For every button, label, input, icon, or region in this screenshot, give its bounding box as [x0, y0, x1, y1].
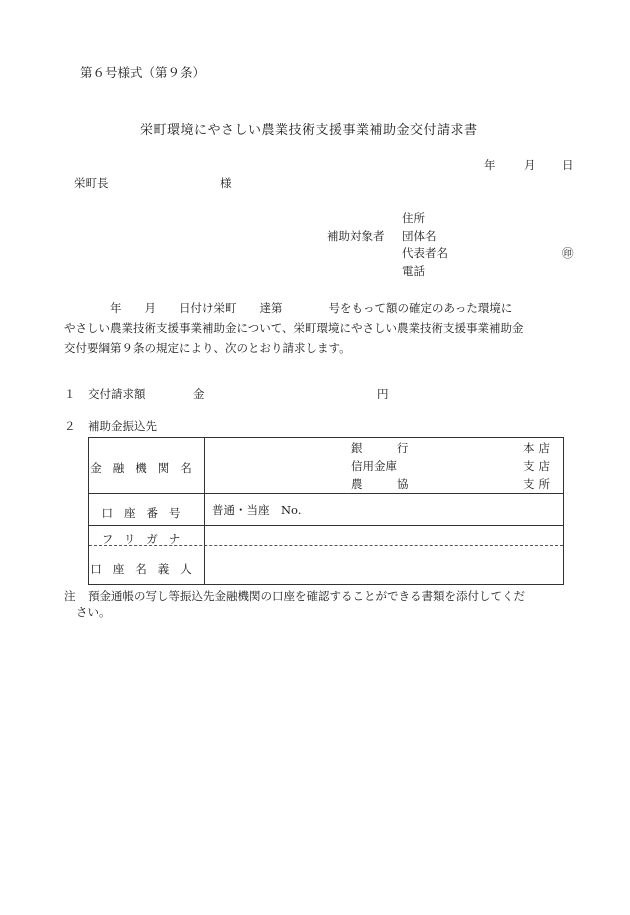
table-dashed-divider — [89, 545, 563, 546]
account-type-field[interactable]: 普通・当座 No. — [212, 503, 302, 517]
paragraph-line: 交付要綱第９条の規定により、次のとおり請求します。 — [64, 341, 351, 355]
item1-unit: 円 — [377, 387, 389, 401]
branch-type-branch: 支店 — [523, 459, 554, 473]
item2-label: 補助金振込先 — [88, 419, 157, 433]
furigana-label: フリガナ — [101, 532, 192, 546]
table-column-divider — [204, 438, 205, 584]
applicant-phone-label: 電話 — [402, 264, 425, 278]
form-number: 第６号様式（第９条） — [80, 65, 206, 80]
item1-number: １ — [64, 387, 76, 401]
branch-type-office: 支所 — [523, 477, 554, 491]
item1-label: 交付請求額 — [88, 387, 146, 401]
note-line-1: 預金通帳の写し等振込先金融機関の口座を確認することができる書類を添付してくだ — [88, 589, 525, 603]
date-year-label: 年 — [484, 158, 496, 172]
applicant-representative-label: 代表者名 — [402, 246, 448, 260]
applicant-label: 補助対象者 — [327, 229, 385, 243]
date-month-label: 月 — [524, 158, 536, 172]
institution-label: 金融機関名 — [90, 461, 203, 475]
account-holder-label: 口座名義人 — [90, 562, 203, 576]
branch-type-main: 本店 — [523, 441, 554, 455]
bank-transfer-table — [88, 437, 564, 585]
bank-type-bank: 銀 行 — [351, 441, 409, 455]
item1-prefix: 金 — [193, 387, 205, 401]
table-row-divider — [89, 493, 563, 494]
account-number-label: 口座番号 — [101, 506, 192, 520]
note-mark: 注 — [64, 589, 76, 603]
paragraph-line: 年 月 日付け栄町 達第 号をもって額の確定のあった環境に — [64, 301, 513, 315]
bank-type-shinkin: 信用金庫 — [351, 459, 397, 473]
addressee-name: 栄町長 — [74, 176, 109, 190]
applicant-group-label: 団体名 — [402, 229, 437, 243]
bank-type-nokyo: 農 協 — [351, 477, 409, 491]
addressee-honorific: 様 — [220, 176, 232, 190]
date-day-label: 日 — [562, 158, 574, 172]
item2-number: ２ — [64, 419, 76, 433]
note-line-2: さい。 — [76, 605, 111, 619]
applicant-address-label: 住所 — [402, 211, 425, 225]
document-title: 栄町環境にやさしい農業技術支援事業補助金交付請求書 — [140, 123, 478, 138]
paragraph-line: やさしい農業技術支援事業補助金について、栄町環境にやさしい農業技術支援事業補助金 — [64, 321, 524, 335]
seal-mark: ㊞ — [562, 246, 574, 260]
table-row-divider — [89, 525, 563, 526]
request-paragraph — [64, 298, 594, 358]
